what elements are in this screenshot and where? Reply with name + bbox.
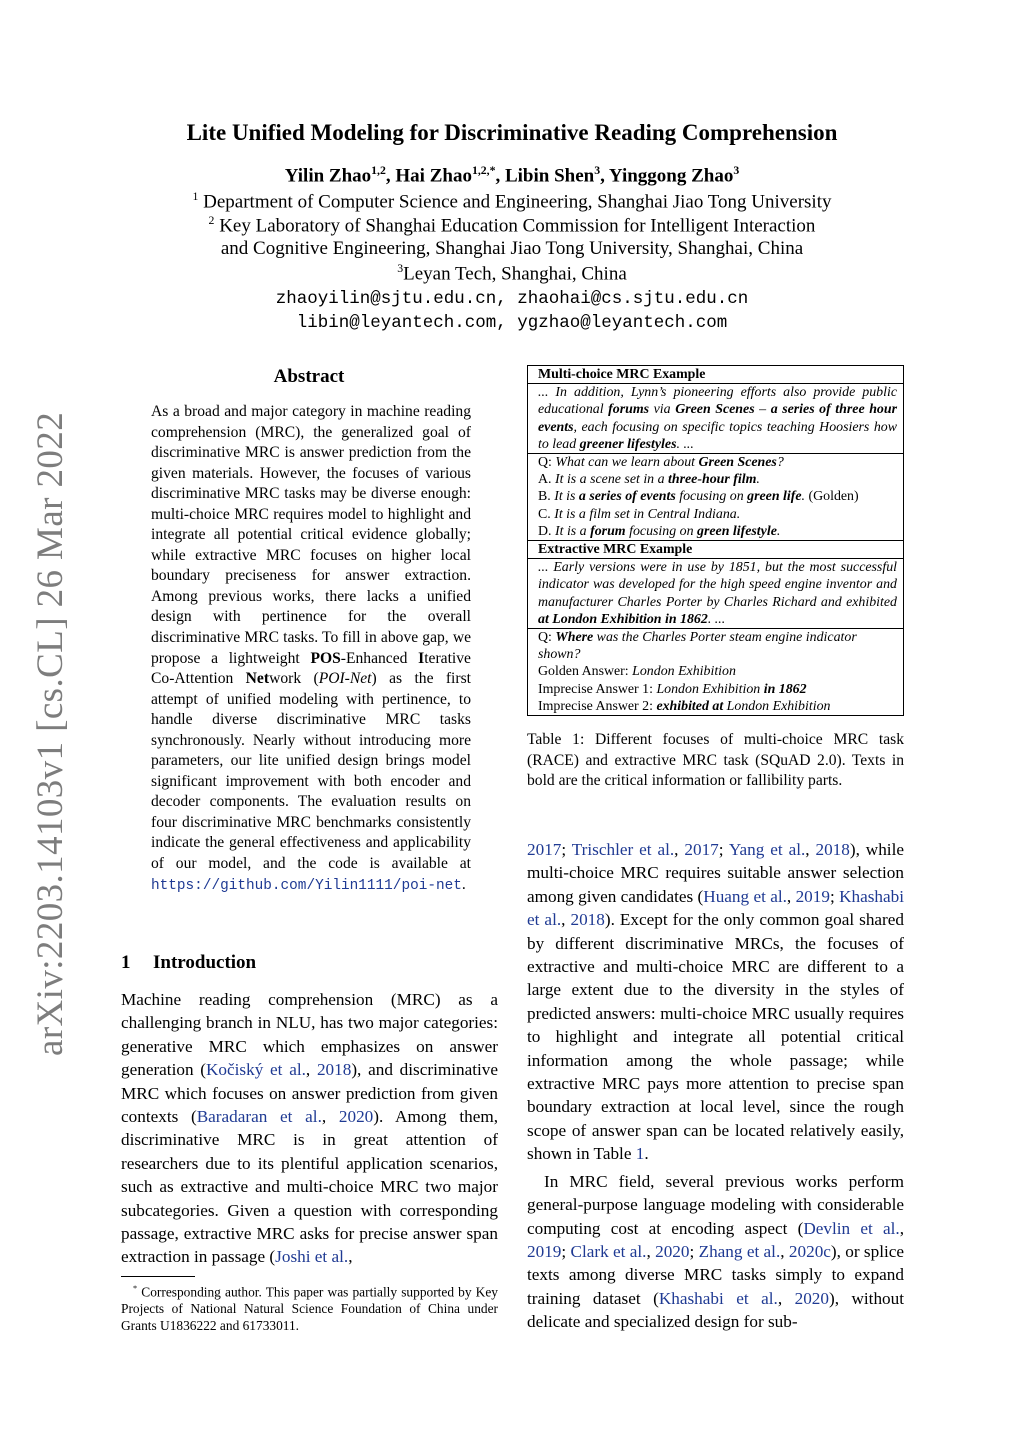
body-text: In MRC field, several previous works perform general-purpose language modeling with considerable computing cost at encoding aspect ( [527,1171,904,1238]
passage-text: ... In addition, Lynn’s pioneering efforts also provide public educational [538,385,897,418]
option-text: It is a scene set in a [554,472,669,488]
abstract-text: work ( [269,670,319,688]
intro-text: , [305,1060,317,1080]
question-label: Q: [538,630,556,646]
passage-text: via [649,402,676,418]
table-passage-extractive [528,558,903,628]
body-text: ; [689,1241,699,1261]
abstract-text: -Enhanced [340,649,419,667]
table-passage-multichoice [528,383,903,453]
body-text: , [780,1241,789,1261]
question-text: ? [776,455,784,471]
citation-link[interactable]: 2017 [684,840,719,859]
body-text: ). Except for the only common goal shared by different discriminative MRCs, the focuses of extractive and multi-choice MRC are different to a large extent due to the diversity in the styles of predicted answers: multi-choice MRC usually requires to highlight and integrate all potential critical information among the whole passage; while extractive MRC pays more attention to precise span boundary extraction at local level, since the rough scope of answer span can be located relatively easily, shown in Table [527,910,904,1164]
passage-text: . ... [676,436,694,452]
abstract-bold: I [418,649,425,667]
abstract-bold: POS [310,649,341,667]
author-sep: , [600,165,609,187]
citation-link[interactable]: 2020 [338,1107,374,1127]
right-column-body [527,838,904,1334]
table-options-multichoice [528,453,903,540]
passage-bold: a series of three hour events [538,402,897,435]
citation-link[interactable]: 2017 [527,840,562,859]
body-text: , [674,840,685,859]
passage-text: ... Early versions were in use by 1851, but the most successful indicator was developed for the high speed engine inventor and manufacturer Charles Porter by Charles Richard and exhibited [538,560,897,610]
citation-link[interactable]: 2020 [794,1288,829,1308]
option-text: It is a [554,523,591,539]
abstract-text: terative Co-Attention [151,649,471,688]
citation-link[interactable]: Kočiský et al. [206,1060,306,1080]
author-name: Yilin Zhao [284,165,372,187]
table-header-extractive: Extractive MRC Example [528,540,903,558]
abstract-bold: Net [245,670,270,688]
author-sep: , [495,165,505,187]
author-name: Libin Shen [504,165,595,187]
table-mrc-examples [527,365,904,716]
paragraph [527,1170,904,1334]
passage-bold: Green Scenes [675,402,755,418]
table-question [538,454,897,471]
affil-num: 2 [208,214,215,227]
option-text: focusing on [625,523,698,539]
affil-text: Key Laboratory of Shanghai Education Commission for Intelligent Interaction [214,215,816,237]
table-option-d [538,523,897,540]
footnote-rule [121,1276,195,1277]
option-label: D. [538,523,555,539]
answer-label: Imprecise Answer 1: [538,681,657,697]
answer-label: Imprecise Answer 2: [538,698,657,714]
affil-num: 1 [192,190,199,203]
body-text: ), or splice texts among diverse MRC tasks simply to expand training dataset ( [527,1241,905,1308]
section-number: 1 [121,952,131,973]
author-affil: 3 [594,164,601,177]
question-bold: Where [555,630,594,646]
table-caption: Table 1: Different focuses of multi-choice MRC task (RACE) and extractive MRC task (SQuAD 2.0). Texts in bold are the critical information or fallibility parts. [527,731,904,789]
intro-paragraph [121,988,498,1269]
author-list [120,164,904,187]
body-text: , [805,840,816,859]
table-option-a [538,471,897,488]
answer-bold: exhibited at [656,698,724,714]
arxiv-stamp: arXiv:2203.14103v1 [cs.CL] 26 Mar 2022 [30,411,71,1056]
code-url-link[interactable]: https://github.com/Yilin1111/poi-net [151,877,462,894]
option-bold: a series of events [578,489,676,505]
passage-text: – [754,402,771,418]
option-label: A. [538,472,555,488]
email-line-1: zhaoyilin@sjtu.edu.cn, zhaohai@cs.sjtu.edu.cn [275,289,749,309]
table-imprecise-answer-1 [538,681,897,698]
body-text: ; [561,1241,571,1261]
body-text: ), without delicate and specialized design for sub- [527,1288,904,1332]
passage-bold: forums [608,402,650,418]
option-text: . [776,523,781,539]
affiliation-1 [120,190,904,213]
intro-text: , [321,1107,339,1127]
email-line-2: libin@leyantech.com, ygzhao@leyantech.com [296,313,728,333]
option-label: B. [538,489,555,505]
body-text: , [899,1218,904,1238]
abstract-text: ) as the first attempt of unified modeling with pertinence, to handle diverse discriminative MRC tasks synchronously. Nearly without introducing more parameters, our lite unified design brings model significant improvement with both encoder and decoder components. The evaluation results on four discriminative MRC benchmarks consistently indicate the general effectiveness and applicability of our model, and the code is available at [151,670,471,873]
answer-bold: in 1862 [763,681,807,697]
author-sep: , [385,165,396,187]
table-option-b [538,488,897,505]
option-bold: three-hour film [668,472,757,488]
footnote-mark: * [133,1284,138,1293]
question-bold: Green Scenes [698,455,777,471]
section-heading-introduction [121,952,256,974]
intro-text: ), and discriminative MRC which focuses on answer prediction from given contexts ( [121,1060,498,1127]
citation-link[interactable]: Devlin et al. [803,1218,900,1238]
citation-link[interactable]: 2019 [527,1241,562,1261]
table-answers-extractive [528,628,903,715]
option-text: . [756,472,760,488]
author-affil: 3 [733,164,740,177]
citation-link[interactable]: Zhang et al. [698,1241,781,1261]
option-bold: green life [747,489,802,505]
citation-link[interactable]: Huang et al. [703,886,787,906]
citation-link[interactable]: Joshi et al. [275,1247,349,1267]
body-text: ; [718,840,729,859]
option-bold: green lifestyle [697,523,777,539]
citation-link[interactable]: 2018 [316,1060,352,1080]
footnote [121,1280,498,1334]
intro-text: Machine reading comprehension (MRC) as a challenging branch in NLU, has two major categories: generative MRC which emphasizes on answer generation ( [121,990,498,1080]
option-label: C. [538,506,555,522]
author-name: Yinggong Zhao [608,165,734,187]
abstract-body [151,402,471,896]
author-affil: 1,2 [371,164,386,177]
table-ref-link[interactable]: 1 [635,1144,645,1164]
paper-title: Lite Unified Modeling for Discriminative Reading Comprehension [186,120,838,145]
passage-bold: at London Exhibition in 1862 [538,611,708,627]
author-affil: 1,2,* [471,164,496,177]
citation-link[interactable]: Khashabi et al. [658,1288,778,1308]
abstract-heading: Abstract [273,366,345,387]
citation-link[interactable]: 2020c [788,1241,831,1261]
citation-link[interactable]: 2019 [795,886,830,906]
golden-marker: (Golden) [808,489,859,505]
citation-link[interactable]: 2018 [570,910,605,930]
model-name: POI-Net [318,670,372,688]
question-text: What can we learn about [555,455,699,471]
citation-link[interactable]: Khashabi et al. [527,886,905,930]
abstract-text: As a broad and major category in machine reading comprehension (MRC), the generalized goal of discriminative MRC is answer prediction from the given materials. However, the focuses of various discriminative MRC tasks may be diverse enough: multi-choice MRC requires model to highlight and integrate all potential critical evidence globally; while extractive MRC focuses on higher local boundary preciseness for answer extraction. Among previous works, there lacks a unified design with pertinence for the overall discriminative MRC tasks. To fill in above gap, we propose a lightweight [151,403,471,667]
table-imprecise-answer-2 [538,698,897,715]
body-text: ), while multi-choice MRC requires suitable answer selection among given candidates ( [527,840,904,906]
intro-text: , [348,1247,353,1267]
author-name: Hai Zhao [395,165,472,187]
option-text: It is a film set in Central Indiana. [554,506,741,522]
intro-text: ). Among them, discriminative MRC is in great attention of researchers due to its plentiful application scenarios, such as extractive and multi-choice MRC two major subcategories. Given a question with corresponding passage, extractive MRC asks for precise answer span extraction in passage ( [121,1107,498,1267]
table-question [538,629,897,663]
affiliation-2-cont: and Cognitive Engineering, Shanghai Jiao Tong University, Shanghai, China [220,238,804,259]
option-text: focusing on [675,489,748,505]
affiliation-2 [120,214,904,237]
body-text: , [786,886,796,906]
citation-link[interactable]: 2020 [655,1241,690,1261]
body-text: ; [829,886,840,906]
citation-link[interactable]: Clark et al. [570,1241,647,1261]
answer-text: London Exhibition [723,698,831,714]
option-text: It is [554,489,579,505]
footnote-text: Corresponding author. This paper was partially supported by Key Projects of National Natural Science Foundation of China under Grants U1836222 and 61733011. [121,1284,498,1334]
body-text: , [777,1288,795,1308]
paragraph [527,838,904,1166]
affil-text: Leyan Tech, Shanghai, China [403,263,627,285]
table-option-c [538,506,897,523]
citation-link[interactable]: 2018 [815,840,850,859]
answer-text: London Exhibition [632,664,736,680]
passage-text: , each focusing on specific topics teaching Hoosiers how to lead [538,419,897,452]
affiliation-3 [120,262,904,285]
section-title: Introduction [153,952,257,973]
passage-text: . ... [707,611,726,627]
citation-link[interactable]: Yang et al. [728,840,806,859]
table-header-multichoice: Multi-choice MRC Example [538,367,706,382]
answer-label: Golden Answer: [538,664,633,680]
abstract-text: . [461,875,466,893]
citation-link[interactable]: Trischler et al. [571,840,675,859]
affil-text: Department of Computer Science and Engineering, Shanghai Jiao Tong University [198,191,832,213]
body-text: . [644,1144,649,1164]
body-text: , [646,1241,656,1261]
table-golden-answer [538,663,897,680]
option-bold: forum [590,523,626,539]
body-text: , [561,910,571,930]
answer-text: London Exhibition [656,681,764,697]
body-text: ; [561,840,572,859]
question-label: Q: [538,455,556,471]
citation-link[interactable]: Baradaran et al. [196,1107,322,1127]
question-text: was the Charles Porter steam engine indicator shown? [538,630,857,663]
passage-bold: greener lifestyles [579,436,677,452]
option-text: . [801,489,809,505]
affil-num: 3 [397,262,404,275]
